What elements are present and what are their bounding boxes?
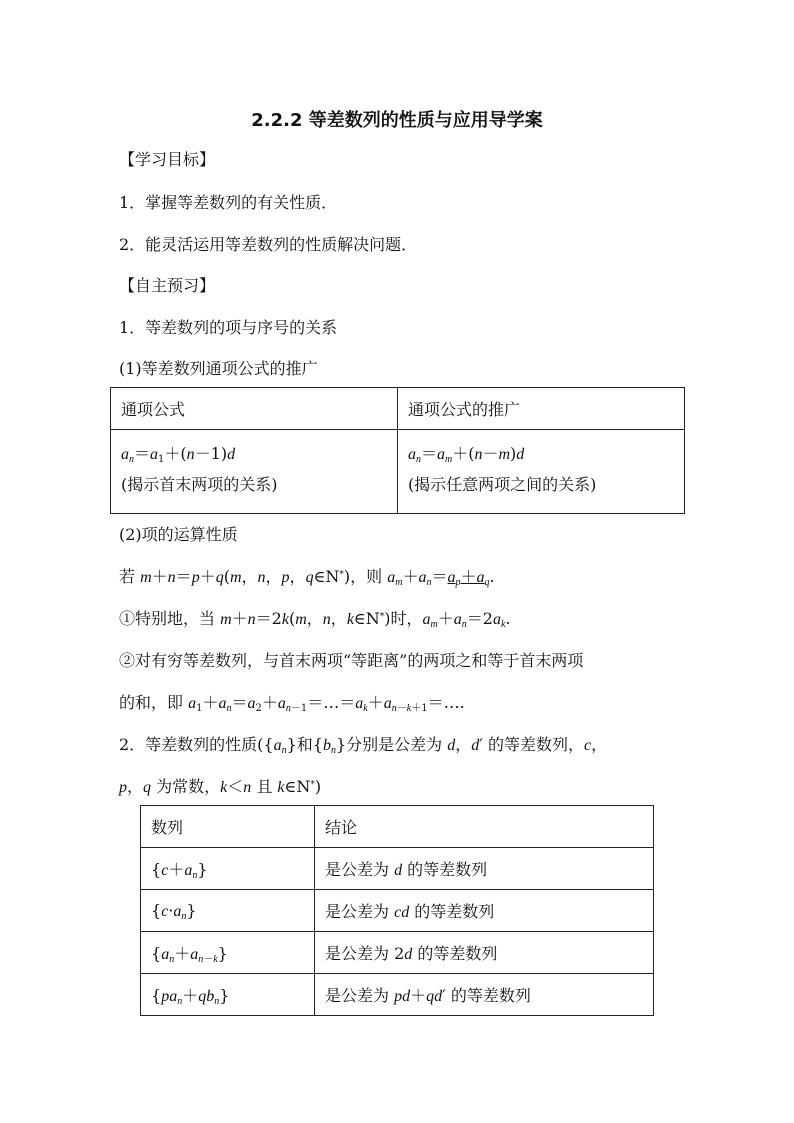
- property-case-2-cont: 的和，即 $a_1+a_n=a_2+a_{n-1}=\dots=a_k+a_{n-k+1}=\dots$.: [119, 693, 465, 714]
- table1-header-generalized: 通项公式的推广: [397, 388, 684, 430]
- table2-header-conclusion: 结论: [315, 806, 654, 848]
- table1-cell-generalized: $a_n=a_m+(n-m)d$ (揭示任意两项之间的关系): [397, 430, 684, 514]
- table-row: $\{pa_n+qb_n\}$ 是公差为 pd＋qd′ 的等差数列: [141, 974, 654, 1016]
- item-2-heading-cont: p，q 为常数，k＜n 且 k∈N*): [119, 777, 322, 796]
- property-statement: 若 m＋n＝p＋q(m，n，p，q∈N*)，则 $a_m+a_n=a_p+a_q$.: [119, 567, 495, 588]
- table1-note-1: (揭示首末两项的关系): [121, 475, 278, 494]
- section-heading-goals: 【学习目标】: [119, 150, 216, 169]
- general-term-table: [110, 387, 685, 514]
- goal-item-1: 1．掌握等差数列的有关性质．: [119, 193, 338, 212]
- section-heading-preview: 【自主预习】: [119, 276, 216, 295]
- table1-header-formula: 通项公式: [111, 388, 398, 430]
- item-1-heading: 1．等差数列的项与序号的关系: [119, 318, 338, 337]
- table-row: $\{c\cdot a_n\}$ 是公差为 cd 的等差数列: [141, 890, 654, 932]
- table-row: $\{c+a_n\}$ 是公差为 d 的等差数列: [141, 848, 654, 890]
- item-1-sub-1: (1)等差数列通项公式的推广: [119, 359, 318, 378]
- table1-cell-formula: $a_n=a_1+(n-1)d$ (揭示首末两项的关系): [111, 430, 398, 514]
- table2-header-sequence: 数列: [141, 806, 315, 848]
- page-title: 2.2.2 等差数列的性质与应用导学案: [251, 110, 543, 131]
- table1-note-2: (揭示任意两项之间的关系): [407, 475, 597, 494]
- property-case-2: ②对有穷等差数列，与首末两项“等距离”的两项之和等于首末两项: [119, 651, 584, 670]
- item-1-sub-2: (2)项的运算性质: [119, 525, 238, 544]
- property-case-1: ①特别地，当 m＋n＝2k(m，n，k∈N*)时，$a_m+a_n=2a_k$.: [119, 609, 511, 630]
- goal-item-2: 2．能灵活运用等差数列的性质解决问题．: [119, 235, 418, 254]
- item-2-heading: 2．等差数列的性质($\{a_n\}$和$\{b_n\}$分别是公差为 d，d′ 的等差数列，c，: [119, 735, 608, 756]
- table-row: $\{a_n+a_{n-k}\}$ 是公差为 2d 的等差数列: [141, 932, 654, 974]
- properties-table: [140, 805, 654, 1016]
